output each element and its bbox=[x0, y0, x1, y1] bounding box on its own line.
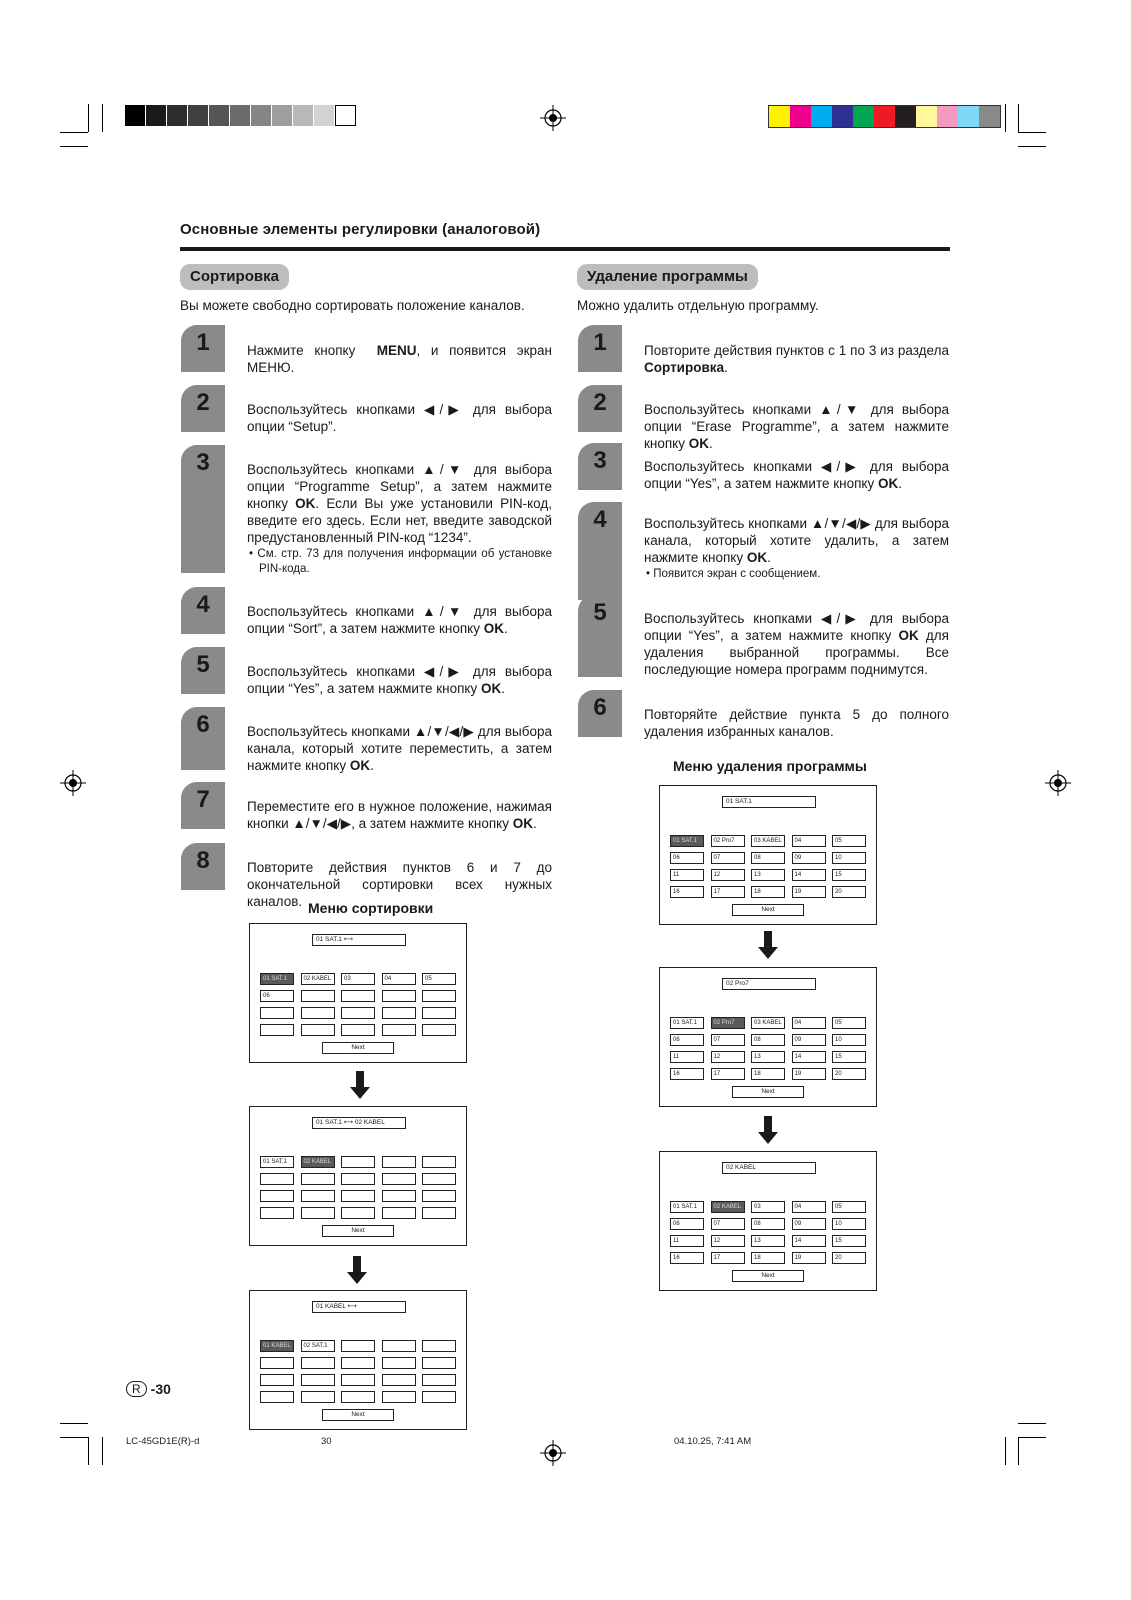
region-badge: R bbox=[126, 1381, 147, 1397]
channel-cell[interactable]: 14 bbox=[792, 1235, 826, 1247]
channel-cell[interactable]: 04 bbox=[382, 973, 416, 985]
channel-cell[interactable]: 03 KABEL bbox=[751, 835, 785, 847]
channel-cell[interactable]: 04 bbox=[792, 1201, 826, 1213]
crop-mark bbox=[1018, 132, 1046, 133]
sort-step-text: Воспользуйтесь кнопками ◀/▶ для выбора опции “Setup”. bbox=[247, 402, 552, 434]
channel-cell[interactable]: 20 bbox=[832, 1252, 866, 1264]
channel-cell[interactable] bbox=[422, 1007, 456, 1019]
channel-cell[interactable] bbox=[341, 1207, 375, 1219]
channel-cell[interactable]: 03 bbox=[341, 973, 375, 985]
channel-cell[interactable] bbox=[382, 1156, 416, 1168]
color-swatch bbox=[937, 106, 958, 127]
page-title: Основные элементы регулировки (аналоговой) bbox=[180, 221, 541, 238]
sort-step-text: Нажмите кнопку MENU, и появится экран МЕНЮ. bbox=[247, 343, 553, 375]
color-swatch bbox=[832, 106, 853, 127]
crop-mark bbox=[1018, 146, 1046, 147]
channel-cell[interactable] bbox=[260, 1190, 294, 1202]
channel-cell[interactable] bbox=[301, 1007, 335, 1019]
channel-cell[interactable] bbox=[422, 1156, 456, 1168]
channel-cell[interactable] bbox=[422, 990, 456, 1002]
channel-cell[interactable] bbox=[382, 1207, 416, 1219]
channel-cell[interactable] bbox=[341, 1391, 375, 1403]
channel-cell[interactable] bbox=[341, 1357, 375, 1369]
footer-timestamp: 04.10.25, 7:41 AM bbox=[674, 1436, 752, 1447]
channel-cell[interactable] bbox=[422, 1024, 456, 1036]
channel-cell[interactable]: 16 bbox=[670, 1068, 704, 1080]
channel-cell[interactable]: 17 bbox=[711, 1252, 745, 1264]
sort-menu-screen bbox=[249, 1106, 467, 1246]
sort-step-number: 8 bbox=[181, 843, 225, 890]
channel-cell[interactable]: 12 bbox=[711, 1051, 745, 1063]
channel-cell[interactable]: 20 bbox=[832, 1068, 866, 1080]
channel-cell[interactable]: 02 KABEL bbox=[711, 1201, 745, 1213]
sort-step-number: 6 bbox=[181, 707, 225, 770]
channel-cell[interactable]: 17 bbox=[711, 1068, 745, 1080]
color-swatch bbox=[188, 105, 209, 126]
color-swatch bbox=[167, 105, 188, 126]
channel-cell[interactable]: 02 Pro7 bbox=[711, 835, 745, 847]
color-swatch bbox=[209, 105, 230, 126]
next-button[interactable]: Next bbox=[732, 1086, 804, 1098]
channel-cell[interactable]: 13 bbox=[751, 1051, 785, 1063]
channel-cell[interactable]: 01 SAT.1 bbox=[670, 1201, 704, 1213]
channel-cell[interactable] bbox=[341, 1374, 375, 1386]
channel-cell[interactable]: 13 bbox=[751, 1235, 785, 1247]
channel-info-box: 01 KABEL ⟷ bbox=[312, 1301, 406, 1313]
process-color-bar bbox=[768, 105, 1001, 128]
delete-step-number: 4 bbox=[578, 502, 622, 600]
channel-cell[interactable]: 08 bbox=[751, 1218, 785, 1230]
channel-cell[interactable]: 10 bbox=[832, 1218, 866, 1230]
footer-page: 30 bbox=[321, 1436, 332, 1447]
channel-cell[interactable]: 08 bbox=[751, 1034, 785, 1046]
color-swatch bbox=[916, 106, 937, 127]
channel-cell[interactable] bbox=[301, 1207, 335, 1219]
arrow-down-icon bbox=[757, 1116, 779, 1144]
channel-cell[interactable] bbox=[260, 1357, 294, 1369]
sort-step-number: 7 bbox=[181, 782, 225, 829]
channel-cell[interactable] bbox=[260, 1173, 294, 1185]
channel-cell[interactable]: 15 bbox=[832, 1051, 866, 1063]
channel-cell[interactable]: 01 SAT.1 bbox=[670, 835, 704, 847]
arrow-down-icon bbox=[349, 1071, 371, 1099]
channel-cell[interactable] bbox=[260, 1024, 294, 1036]
sort-step-text: Воспользуйтесь кнопками ◀/▶ для выбора опции “Yes”, а затем нажмите кнопку OK. bbox=[247, 664, 552, 696]
channel-cell[interactable]: 07 bbox=[711, 1218, 745, 1230]
color-swatch bbox=[769, 106, 790, 127]
crop-mark bbox=[1018, 104, 1019, 132]
delete-menu-screen bbox=[659, 785, 877, 925]
next-button[interactable]: Next bbox=[322, 1409, 394, 1421]
channel-cell[interactable]: 07 bbox=[711, 1034, 745, 1046]
delete-figure-title: Меню удаления программы bbox=[673, 758, 867, 774]
channel-cell[interactable] bbox=[341, 1156, 375, 1168]
crop-mark bbox=[102, 104, 103, 132]
color-swatch bbox=[790, 106, 811, 127]
title-rule bbox=[180, 247, 950, 251]
crop-mark bbox=[88, 1437, 89, 1465]
color-swatch bbox=[272, 105, 293, 126]
delete-menu-screen bbox=[659, 1151, 877, 1291]
sort-step-text: Воспользуйтесь кнопками ▲/▼ для выбора опции “Programme Setup”, а затем нажмите кнопку OK. Если Вы уже установили PIN-код, введите его здесь. Если нет, введите заводской предустановленный PIN-код “1234”. • См. стр. 73 для получения информации об установке PIN-кода. bbox=[247, 462, 552, 575]
channel-cell[interactable]: 15 bbox=[832, 1235, 866, 1247]
color-swatch bbox=[230, 105, 251, 126]
sort-step-text: Воспользуйтесь кнопками ▲/▼ для выбора опции “Sort”, а затем нажмите кнопку OK. bbox=[247, 604, 552, 636]
color-swatch bbox=[314, 105, 335, 126]
sort-menu-screen bbox=[249, 923, 467, 1063]
channel-cell[interactable] bbox=[422, 1391, 456, 1403]
channel-cell[interactable]: 02 Pro7 bbox=[711, 1017, 745, 1029]
sort-step-text: Переместите его в нужное положение, нажимая кнопки ▲/▼/◀/▶, а затем нажмите кнопку OK. bbox=[247, 799, 552, 831]
channel-cell[interactable] bbox=[341, 990, 375, 1002]
sort-step-number: 1 bbox=[181, 325, 225, 372]
delete-step-text: Повторите действия пунктов с 1 по 3 из раздела Сортировка. bbox=[644, 343, 949, 375]
color-swatch bbox=[958, 106, 979, 127]
channel-cell[interactable]: 09 bbox=[792, 1034, 826, 1046]
channel-cell[interactable] bbox=[301, 990, 335, 1002]
color-swatch bbox=[293, 105, 314, 126]
channel-cell[interactable] bbox=[341, 1173, 375, 1185]
registration-mark-icon bbox=[540, 105, 566, 131]
channel-cell[interactable]: 11 bbox=[670, 869, 704, 881]
crop-mark bbox=[60, 132, 88, 133]
channel-cell[interactable]: 14 bbox=[792, 1051, 826, 1063]
channel-cell[interactable] bbox=[301, 1374, 335, 1386]
crop-mark bbox=[88, 104, 89, 132]
color-swatch bbox=[874, 106, 895, 127]
channel-cell[interactable]: 06 bbox=[670, 1034, 704, 1046]
channel-cell[interactable] bbox=[260, 1391, 294, 1403]
color-swatch bbox=[811, 106, 832, 127]
channel-cell[interactable] bbox=[301, 1024, 335, 1036]
crop-mark bbox=[60, 146, 88, 147]
delete-step-text: Воспользуйтесь кнопками ▲/▼ для выбора опции “Erase Programme”, а затем нажмите кнопку OK. bbox=[644, 402, 949, 451]
next-button[interactable]: Next bbox=[732, 904, 804, 916]
channel-cell[interactable]: 17 bbox=[711, 886, 745, 898]
channel-cell[interactable] bbox=[301, 1190, 335, 1202]
channel-info-box: 01 SAT.1 bbox=[722, 796, 816, 808]
sort-intro: Вы можете свободно сортировать положение каналов. bbox=[180, 298, 525, 313]
channel-cell[interactable]: 12 bbox=[711, 869, 745, 881]
channel-cell[interactable]: 05 bbox=[422, 973, 456, 985]
channel-cell[interactable]: 05 bbox=[832, 1017, 866, 1029]
channel-cell[interactable] bbox=[260, 1207, 294, 1219]
sort-step-number: 2 bbox=[181, 385, 225, 432]
crop-mark bbox=[102, 1437, 103, 1465]
delete-step-number: 2 bbox=[578, 385, 622, 432]
channel-cell[interactable] bbox=[341, 1190, 375, 1202]
channel-cell[interactable]: 06 bbox=[260, 990, 294, 1002]
channel-cell[interactable]: 09 bbox=[792, 852, 826, 864]
channel-cell[interactable]: 04 bbox=[792, 835, 826, 847]
delete-step-text: Воспользуйтесь кнопками ◀/▶ для выбора опции “Yes”, а затем нажмите кнопку OK. bbox=[644, 459, 949, 491]
channel-cell[interactable]: 03 KABEL bbox=[751, 1017, 785, 1029]
sort-step-number: 5 bbox=[181, 647, 225, 694]
channel-cell[interactable]: 18 bbox=[751, 1068, 785, 1080]
delete-step-number: 1 bbox=[578, 325, 622, 372]
delete-step-number: 6 bbox=[578, 690, 622, 737]
channel-cell[interactable] bbox=[422, 1207, 456, 1219]
delete-menu-screen bbox=[659, 967, 877, 1107]
page-number bbox=[126, 1381, 171, 1397]
channel-cell[interactable]: 05 bbox=[832, 835, 866, 847]
arrow-down-icon bbox=[346, 1256, 368, 1284]
channel-cell[interactable] bbox=[382, 1173, 416, 1185]
channel-cell[interactable] bbox=[382, 1374, 416, 1386]
next-button[interactable]: Next bbox=[322, 1042, 394, 1054]
channel-cell[interactable]: 01 SAT.1 bbox=[260, 973, 294, 985]
delete-step-number: 5 bbox=[578, 595, 622, 677]
registration-mark-icon bbox=[60, 770, 86, 796]
channel-cell[interactable]: 20 bbox=[832, 886, 866, 898]
channel-cell[interactable]: 08 bbox=[751, 852, 785, 864]
channel-cell[interactable]: 18 bbox=[751, 886, 785, 898]
channel-cell[interactable]: 03 bbox=[751, 1201, 785, 1213]
sort-step-number: 4 bbox=[181, 587, 225, 634]
crop-mark bbox=[60, 1423, 88, 1424]
color-swatch bbox=[125, 105, 146, 126]
delete-step-number: 3 bbox=[578, 443, 622, 490]
channel-cell[interactable] bbox=[341, 1007, 375, 1019]
channel-cell[interactable]: 07 bbox=[711, 852, 745, 864]
channel-cell[interactable] bbox=[382, 1340, 416, 1352]
channel-info-box: 02 KABEL bbox=[722, 1162, 816, 1174]
channel-cell[interactable]: 13 bbox=[751, 869, 785, 881]
registration-mark-icon bbox=[1045, 770, 1071, 796]
channel-cell[interactable]: 19 bbox=[792, 1252, 826, 1264]
crop-mark bbox=[1018, 1437, 1046, 1438]
footer-model: LC-45GD1E(R)-d bbox=[126, 1436, 200, 1447]
color-swatch bbox=[853, 106, 874, 127]
crop-mark bbox=[1005, 104, 1006, 132]
channel-info-box: 01 SAT.1 ⟷ 02 KABEL bbox=[312, 1117, 406, 1129]
channel-cell[interactable]: 16 bbox=[670, 886, 704, 898]
channel-cell[interactable] bbox=[382, 1007, 416, 1019]
channel-cell[interactable] bbox=[422, 1173, 456, 1185]
channel-cell[interactable]: 16 bbox=[670, 1252, 704, 1264]
channel-cell[interactable]: 12 bbox=[711, 1235, 745, 1247]
channel-cell[interactable]: 19 bbox=[792, 886, 826, 898]
section-tag-sort: Сортировка bbox=[180, 264, 289, 290]
channel-cell[interactable]: 05 bbox=[832, 1201, 866, 1213]
channel-cell[interactable]: 10 bbox=[832, 852, 866, 864]
channel-cell[interactable]: 19 bbox=[792, 1068, 826, 1080]
channel-cell[interactable] bbox=[341, 1024, 375, 1036]
channel-cell[interactable]: 09 bbox=[792, 1218, 826, 1230]
delete-step-text: Воспользуйтесь кнопками ▲/▼/◀/▶ для выбора канала, который хотите удалить, а затем нажмите кнопку OK. • Появится экран с сообщением. bbox=[644, 516, 949, 580]
channel-cell[interactable]: 02 KABEL bbox=[301, 1156, 335, 1168]
channel-cell[interactable] bbox=[382, 1024, 416, 1036]
channel-cell[interactable]: 01 SAT.1 bbox=[260, 1156, 294, 1168]
channel-cell[interactable] bbox=[422, 1190, 456, 1202]
next-button[interactable]: Next bbox=[322, 1225, 394, 1237]
registration-mark-icon bbox=[540, 1440, 566, 1466]
channel-cell[interactable] bbox=[382, 1190, 416, 1202]
delete-step-text: Повторяйте действие пункта 5 до полного удаления избранных каналов. bbox=[644, 707, 949, 739]
channel-cell[interactable]: 18 bbox=[751, 1252, 785, 1264]
sort-figure-title: Меню сортировки bbox=[308, 900, 434, 916]
arrow-down-icon bbox=[757, 931, 779, 959]
sort-step-number: 3 bbox=[181, 445, 225, 573]
crop-mark bbox=[1005, 1437, 1006, 1465]
sort-step-text: Воспользуйтесь кнопками ▲/▼/◀/▶ для выбора канала, который хотите переместить, а затем нажмите кнопку OK. bbox=[247, 724, 552, 773]
channel-cell[interactable]: 06 bbox=[670, 852, 704, 864]
channel-cell[interactable] bbox=[422, 1357, 456, 1369]
delete-step-text: Воспользуйтесь кнопками ◀/▶ для выбора опции “Yes”, а затем нажмите кнопку OK для удаления выбранной программы. Все последующие номера программ поднимутся. bbox=[644, 611, 949, 677]
channel-cell[interactable] bbox=[301, 1173, 335, 1185]
channel-cell[interactable]: 11 bbox=[670, 1051, 704, 1063]
channel-cell[interactable]: 04 bbox=[792, 1017, 826, 1029]
channel-cell[interactable]: 06 bbox=[670, 1218, 704, 1230]
grayscale-color-bar bbox=[125, 105, 356, 126]
channel-cell[interactable] bbox=[341, 1340, 375, 1352]
channel-cell[interactable] bbox=[382, 1357, 416, 1369]
crop-mark bbox=[1018, 1423, 1046, 1424]
color-swatch bbox=[979, 106, 1000, 127]
channel-cell[interactable] bbox=[260, 1007, 294, 1019]
channel-cell[interactable] bbox=[422, 1374, 456, 1386]
sort-step-text: Повторите действия пунктов 6 и 7 до окончательной сортировки всех нужных каналов. bbox=[247, 860, 552, 909]
delete-intro: Можно удалить отдельную программу. bbox=[577, 298, 819, 313]
color-swatch bbox=[146, 105, 167, 126]
channel-info-box: 02 Pro7 bbox=[722, 978, 816, 990]
crop-mark bbox=[60, 1437, 88, 1438]
channel-cell[interactable]: 14 bbox=[792, 869, 826, 881]
channel-cell[interactable] bbox=[382, 990, 416, 1002]
color-swatch bbox=[895, 106, 916, 127]
crop-mark bbox=[1018, 1437, 1019, 1465]
next-button[interactable]: Next bbox=[732, 1270, 804, 1282]
channel-cell[interactable] bbox=[301, 1357, 335, 1369]
color-swatch bbox=[251, 105, 272, 126]
channel-cell[interactable] bbox=[382, 1391, 416, 1403]
section-tag-delete: Удаление программы bbox=[577, 264, 758, 290]
channel-cell[interactable]: 02 SAT.1 bbox=[301, 1340, 335, 1352]
channel-cell[interactable] bbox=[301, 1391, 335, 1403]
channel-cell[interactable]: 01 SAT.1 bbox=[670, 1017, 704, 1029]
channel-cell[interactable]: 01 KABEL bbox=[260, 1340, 294, 1352]
channel-info-box: 01 SAT.1 ⟷ bbox=[312, 934, 406, 946]
channel-cell[interactable]: 11 bbox=[670, 1235, 704, 1247]
channel-cell[interactable] bbox=[260, 1374, 294, 1386]
channel-cell[interactable] bbox=[422, 1340, 456, 1352]
color-swatch bbox=[335, 105, 356, 126]
sort-menu-screen bbox=[249, 1290, 467, 1430]
channel-cell[interactable]: 10 bbox=[832, 1034, 866, 1046]
channel-cell[interactable]: 02 KABEL bbox=[301, 973, 335, 985]
page-number-text: -30 bbox=[150, 1381, 171, 1397]
channel-cell[interactable]: 15 bbox=[832, 869, 866, 881]
